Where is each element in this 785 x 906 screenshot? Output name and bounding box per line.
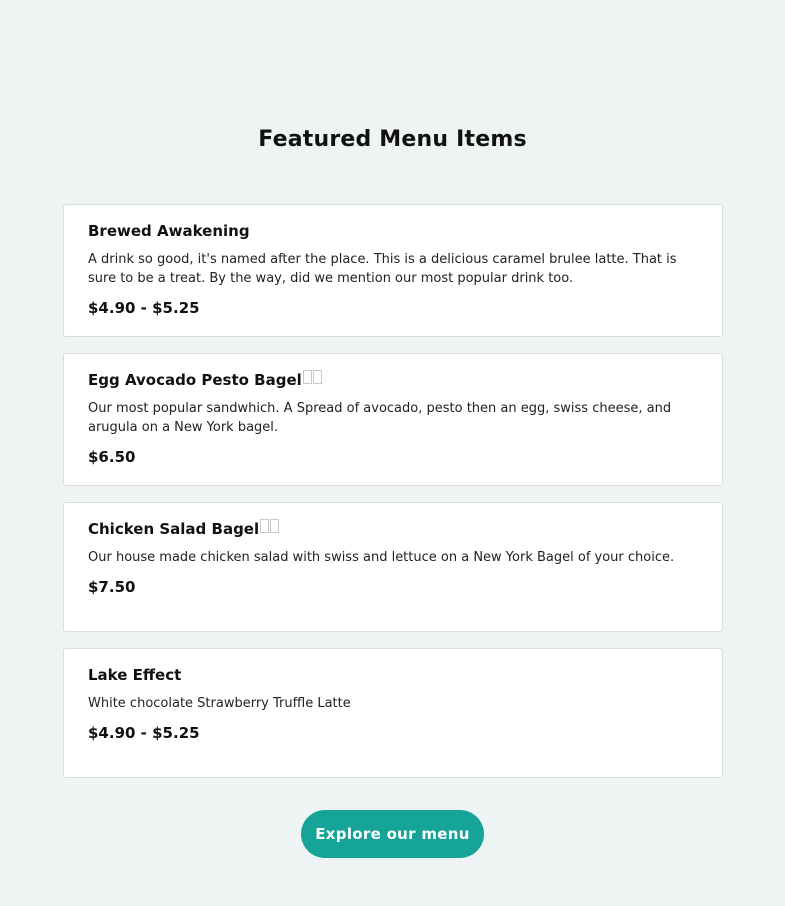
menu-item-description: White chocolate Strawberry Truffle Latte — [88, 696, 351, 711]
menu-item-price: $4.90 - $5.25 — [88, 299, 200, 317]
menu-item-card — [63, 648, 723, 778]
menu-item-description: Our most popular sandwhich. A Spread of avocado, pesto then an egg, swiss cheese, and arugula on a New York bagel. — [88, 401, 672, 435]
menu-item-card — [63, 204, 723, 337]
diet-badge-icon — [270, 519, 279, 533]
menu-item-card — [63, 353, 723, 486]
menu-item-price: $7.50 — [88, 578, 136, 596]
section-title: Featured Menu Items — [258, 127, 527, 152]
explore-menu-button[interactable]: Explore our menu — [301, 810, 484, 858]
menu-item-name — [88, 370, 698, 390]
diet-icons — [303, 370, 323, 384]
menu-item-name-text: Chicken Salad Bagel — [88, 520, 260, 538]
menu-item-name-text: Lake Effect — [88, 666, 182, 684]
menu-item-name-text: Brewed Awakening — [88, 222, 250, 240]
menu-item-description: Our house made chicken salad with swiss and lettuce on a New York Bagel of your choice. — [88, 550, 675, 565]
menu-item-name — [88, 519, 698, 539]
menu-item-description: A drink so good, it's named after the place. This is a delicious caramel brulee latte. That is sure to be a treat. By the way, did we mention our most popular drink too. — [88, 252, 677, 286]
diet-badge-icon — [313, 370, 322, 384]
menu-item-name-text: Egg Avocado Pesto Bagel — [88, 371, 302, 389]
menu-item-price: $4.90 - $5.25 — [88, 724, 200, 742]
diet-icons — [260, 519, 280, 533]
menu-item-card — [63, 502, 723, 632]
featured-menu-list — [63, 204, 723, 794]
menu-item-name — [88, 221, 698, 241]
diet-badge-icon — [260, 519, 269, 533]
menu-item-name — [88, 665, 698, 685]
diet-badge-icon — [303, 370, 312, 384]
menu-item-price: $6.50 — [88, 448, 136, 466]
